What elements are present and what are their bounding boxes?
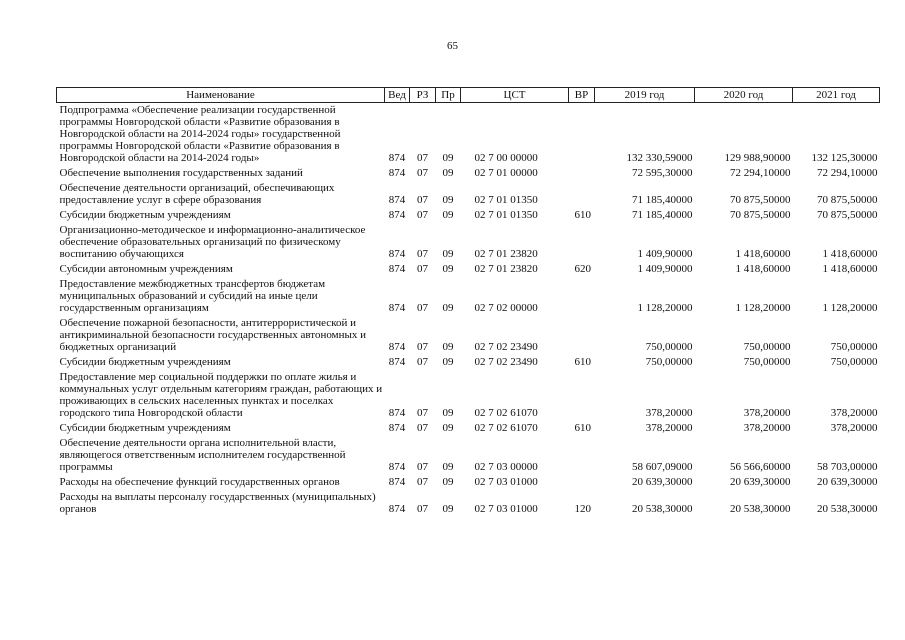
- row-rz: 07: [417, 476, 428, 488]
- row-vr: [569, 223, 595, 262]
- row-cst: 02 7 02 61070: [474, 422, 538, 434]
- row-amount-2019: 20 538,30000: [632, 503, 693, 515]
- row-name: Расходы на обеспечение функций государственных органов: [59, 476, 340, 488]
- table-row: [57, 262, 880, 277]
- row-rz: 07: [417, 302, 428, 314]
- row-cst: 02 7 01 01350: [474, 209, 538, 221]
- row-amount-2020: 1 128,20000: [735, 302, 791, 314]
- row-ved: 874: [388, 407, 406, 419]
- row-amount-2019: 1 409,90000: [637, 263, 693, 275]
- table-row: [57, 223, 880, 262]
- row-amount-2021: 1 418,60000: [822, 263, 878, 275]
- row-amount-2020: 129 988,90000: [724, 152, 791, 164]
- row-name: Обеспечение пожарной безопасности, антитеррористической и антикриминальной безопасности государственных автономных и бюджетных организаций: [59, 317, 366, 353]
- row-ved: 874: [388, 461, 406, 473]
- header-2019: 2019 год: [595, 88, 695, 103]
- row-pr: 09: [442, 356, 454, 368]
- row-amount-2019: 71 185,40000: [632, 209, 693, 221]
- table-row: [57, 355, 880, 370]
- row-name: Организационно-методическое и информационно-аналитическое обеспечение образовательных организаций по физическому воспитанию обучающихся: [59, 224, 366, 260]
- row-vr: [569, 316, 595, 355]
- row-ved: 874: [388, 302, 406, 314]
- row-name: Предоставление межбюджетных трансфертов бюджетам муниципальных образований и субсидий на иные цели государственным организациям: [59, 278, 326, 314]
- table-row: [57, 277, 880, 316]
- row-name: Подпрограмма «Обеспечение реализации государственной программы Новгородской области «Развитие образования в Новгородской области на 2014-2024 годы» государственной программы Новгородской области «Развитие образования в Новгородской области на 2014-2024 годы»: [59, 104, 341, 164]
- row-vr: 620: [574, 263, 591, 275]
- row-rz: 07: [417, 263, 428, 275]
- row-rz: 07: [417, 194, 428, 206]
- row-vr: [569, 475, 595, 490]
- row-pr: 09: [442, 248, 454, 260]
- row-rz: 07: [417, 167, 428, 179]
- row-amount-2019: 1 409,90000: [637, 248, 693, 260]
- row-amount-2020: 1 418,60000: [735, 263, 791, 275]
- row-vr: [569, 370, 595, 421]
- row-ved: 874: [388, 476, 406, 488]
- table-row: [57, 166, 880, 181]
- row-amount-2019: 378,20000: [645, 422, 693, 434]
- header-2020: 2020 год: [695, 88, 793, 103]
- row-cst: 02 7 02 23490: [474, 341, 538, 353]
- row-name: Субсидии бюджетным учреждениям: [59, 209, 231, 221]
- row-amount-2020: 20 639,30000: [730, 476, 791, 488]
- row-amount-2019: 132 330,59000: [626, 152, 693, 164]
- table-row: [57, 181, 880, 208]
- row-pr: 09: [442, 152, 454, 164]
- row-vr: [569, 436, 595, 475]
- row-amount-2021: 132 125,30000: [811, 152, 878, 164]
- row-pr: 09: [442, 209, 454, 221]
- row-rz: 07: [417, 503, 428, 515]
- row-cst: 02 7 01 23820: [474, 248, 538, 260]
- row-rz: 07: [417, 356, 428, 368]
- row-cst: 02 7 02 23490: [474, 356, 538, 368]
- row-name: Субсидии бюджетным учреждениям: [59, 422, 231, 434]
- row-rz: 07: [417, 248, 428, 260]
- row-amount-2020: 378,20000: [743, 407, 791, 419]
- row-ved: 874: [388, 194, 406, 206]
- header-name: Наименование: [57, 88, 385, 103]
- row-amount-2019: 20 639,30000: [632, 476, 693, 488]
- row-pr: 09: [442, 194, 454, 206]
- row-ved: 874: [388, 209, 406, 221]
- row-amount-2020: 20 538,30000: [730, 503, 791, 515]
- header-ved: Вед: [385, 88, 410, 103]
- row-rz: 07: [417, 209, 428, 221]
- row-name: Предоставление мер социальной поддержки по оплате жилья и коммунальных услуг отдельным категориям граждан, работающих и проживающих в сельских населенных пунктах и поселках городского типа Новгородской области: [59, 371, 383, 419]
- table-header-row: [57, 88, 880, 103]
- row-vr: 610: [574, 422, 591, 434]
- row-rz: 07: [417, 461, 428, 473]
- row-rz: 07: [417, 152, 428, 164]
- row-vr: [569, 181, 595, 208]
- header-rz: РЗ: [410, 88, 436, 103]
- row-pr: 09: [442, 503, 454, 515]
- row-amount-2020: 750,00000: [743, 356, 791, 368]
- row-ved: 874: [388, 248, 406, 260]
- row-amount-2021: 58 703,00000: [817, 461, 878, 473]
- row-ved: 874: [388, 263, 406, 275]
- table-row: [57, 208, 880, 223]
- row-vr: [569, 166, 595, 181]
- row-amount-2019: 1 128,20000: [637, 302, 693, 314]
- row-cst: 02 7 01 23820: [474, 263, 538, 275]
- row-amount-2019: 72 595,30000: [632, 167, 693, 179]
- row-cst: 02 7 00 00000: [474, 152, 538, 164]
- row-amount-2021: 1 128,20000: [822, 302, 878, 314]
- row-amount-2020: 1 418,60000: [735, 248, 791, 260]
- row-pr: 09: [442, 341, 454, 353]
- row-pr: 09: [442, 476, 454, 488]
- row-amount-2021: 1 418,60000: [822, 248, 878, 260]
- row-name: Обеспечение деятельности органа исполнительной власти, являющегося ответственным исполнителем государственной программы: [59, 437, 346, 473]
- row-amount-2021: 750,00000: [830, 356, 878, 368]
- table-row: [57, 490, 880, 517]
- row-name: Субсидии автономным учреждениям: [59, 263, 233, 275]
- row-amount-2020: 56 566,60000: [730, 461, 791, 473]
- row-amount-2020: 72 294,10000: [730, 167, 791, 179]
- row-ved: 874: [388, 503, 406, 515]
- row-vr: 610: [574, 209, 591, 221]
- row-ved: 874: [388, 152, 406, 164]
- row-amount-2019: 58 607,09000: [632, 461, 693, 473]
- table-row: [57, 421, 880, 436]
- budget-table: [56, 87, 880, 517]
- row-name: Обеспечение выполнения государственных заданий: [59, 167, 303, 179]
- row-vr: [569, 103, 595, 167]
- row-amount-2021: 750,00000: [830, 341, 878, 353]
- row-amount-2021: 378,20000: [830, 407, 878, 419]
- row-amount-2020: 70 875,50000: [730, 194, 791, 206]
- row-pr: 09: [442, 302, 454, 314]
- row-pr: 09: [442, 167, 454, 179]
- row-amount-2021: 70 875,50000: [817, 194, 878, 206]
- header-cst: ЦСТ: [461, 88, 569, 103]
- row-name: Субсидии бюджетным учреждениям: [59, 356, 231, 368]
- row-amount-2021: 20 639,30000: [817, 476, 878, 488]
- row-cst: 02 7 03 01000: [474, 476, 538, 488]
- table-row: [57, 436, 880, 475]
- row-ved: 874: [388, 422, 406, 434]
- row-cst: 02 7 03 00000: [474, 461, 538, 473]
- row-rz: 07: [417, 341, 428, 353]
- row-cst: 02 7 01 01350: [474, 194, 538, 206]
- row-pr: 09: [442, 422, 454, 434]
- row-cst: 02 7 02 61070: [474, 407, 538, 419]
- row-amount-2021: 20 538,30000: [817, 503, 878, 515]
- table-body: [57, 103, 880, 518]
- row-amount-2021: 70 875,50000: [817, 209, 878, 221]
- row-vr: 610: [574, 356, 591, 368]
- row-ved: 874: [388, 356, 406, 368]
- table-row: [57, 370, 880, 421]
- row-cst: 02 7 03 01000: [474, 503, 538, 515]
- header-vr: ВР: [569, 88, 595, 103]
- row-pr: 09: [442, 407, 454, 419]
- row-amount-2019: 750,00000: [645, 341, 693, 353]
- row-rz: 07: [417, 407, 428, 419]
- row-amount-2021: 378,20000: [830, 422, 878, 434]
- row-amount-2020: 378,20000: [743, 422, 791, 434]
- page-number: 65: [447, 40, 458, 52]
- table-row: [57, 103, 880, 167]
- row-cst: 02 7 02 00000: [474, 302, 538, 314]
- table-row: [57, 475, 880, 490]
- row-rz: 07: [417, 422, 428, 434]
- row-pr: 09: [442, 263, 454, 275]
- row-amount-2020: 750,00000: [743, 341, 791, 353]
- row-amount-2021: 72 294,10000: [817, 167, 878, 179]
- header-pr: Пр: [436, 88, 461, 103]
- row-pr: 09: [442, 461, 454, 473]
- row-vr: [569, 277, 595, 316]
- row-ved: 874: [388, 341, 406, 353]
- row-vr: 120: [574, 503, 591, 515]
- header-2021: 2021 год: [793, 88, 880, 103]
- row-amount-2019: 378,20000: [645, 407, 693, 419]
- row-ved: 874: [388, 167, 406, 179]
- row-amount-2020: 70 875,50000: [730, 209, 791, 221]
- row-name: Расходы на выплаты персоналу государственных (муниципальных) органов: [59, 491, 376, 515]
- row-name: Обеспечение деятельности организаций, обеспечивающих предоставление услуг в сфере образования: [59, 182, 335, 206]
- row-amount-2019: 71 185,40000: [632, 194, 693, 206]
- row-amount-2019: 750,00000: [645, 356, 693, 368]
- row-cst: 02 7 01 00000: [474, 167, 538, 179]
- table-row: [57, 316, 880, 355]
